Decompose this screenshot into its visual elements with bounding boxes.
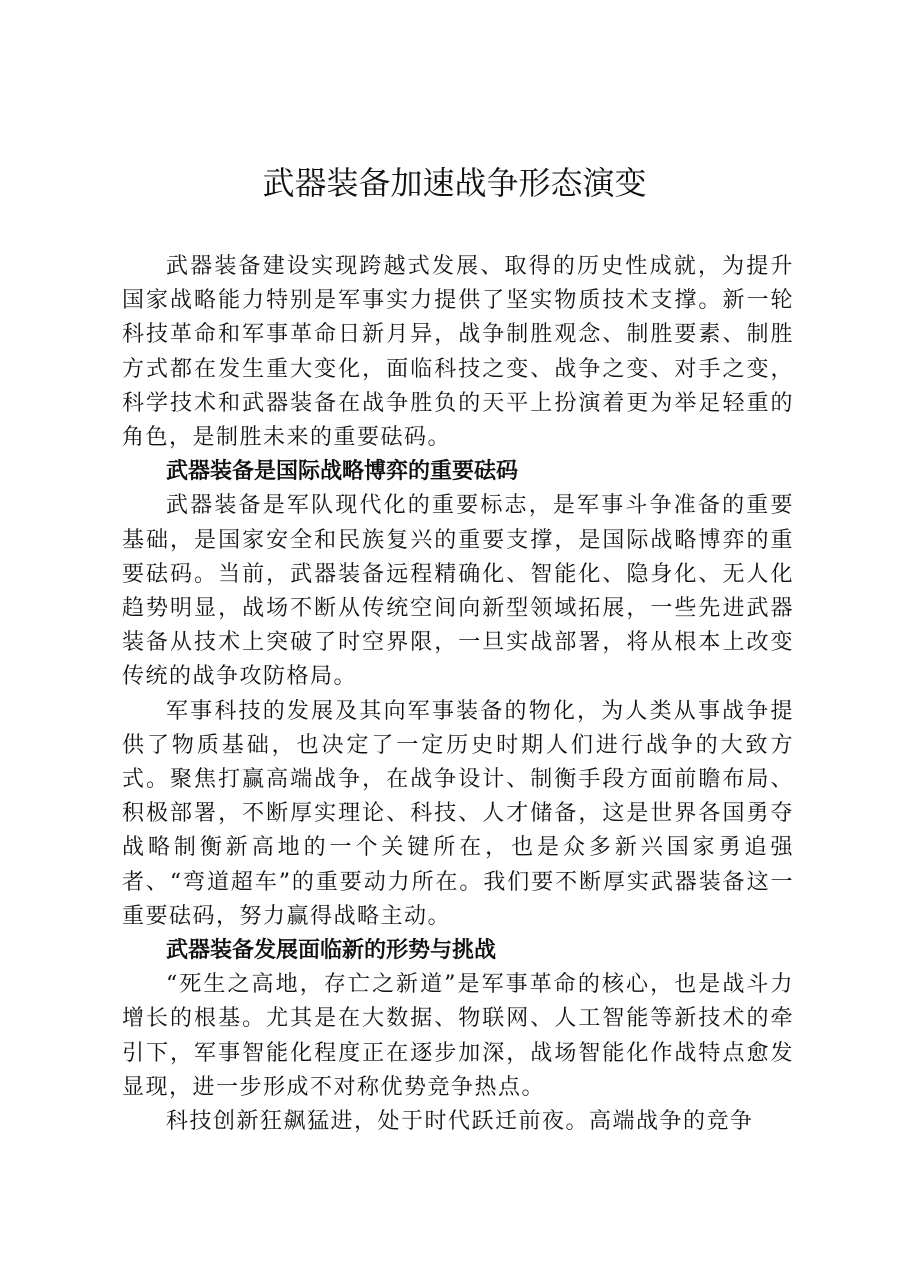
document-title: 武器装备加速战争形态演变 xyxy=(262,164,647,202)
paragraph-military-revolution: “死生之高地，存亡之新道”是军事革命的核心，也是战斗力增长的根基。尤其是在大数据、物联网、人工智能等新技术的牵引下，军事智能化程度正在逐步加深，战场智能化作战特点愈发显现，进一步形成不对称优势竞争热点。 xyxy=(122,972,794,1100)
paragraph-intro: 武器装备建设实现跨越式发展、取得的历史性成就，为提升国家战略能力特别是军事实力提供了坚实物质技术支撑。新一轮科技革命和军事革命日新月异，战争制胜观念、制胜要素、制胜方式都在发生重大变化，面临科技之变、战争之变、对手之变，科学技术和武器装备在战争胜负的天平上扮演着更为举足轻重的角色，是制胜未来的重要砝码。 xyxy=(122,254,794,451)
section-heading-strategic-weight: 武器装备是国际战略博弈的重要砝码 xyxy=(166,459,519,485)
paragraph-innovation: 科技创新狂飙猛进，处于时代跃迁前夜。高端战争的竞争 xyxy=(166,1109,754,1135)
paragraph-modernization: 武器装备是军队现代化的重要标志，是军事斗争准备的重要基础，是国家安全和民族复兴的重要支撑，是国际战略博弈的重要砝码。当前，武器装备远程精确化、智能化、隐身化、无人化趋势明显，战场不断从传统空间向新型领域拓展，一些先进武器装备从技术上突破了时空界限，一旦实战部署，将从根本上改变传统的战争攻防格局。 xyxy=(122,493,794,690)
document-body xyxy=(122,250,794,1139)
paragraph-military-technology: 军事科技的发展及其向军事装备的物化，为人类从事战争提供了物质基础，也决定了一定历史时期人们进行战争的大致方式。聚焦打赢高端战争，在战争设计、制衡手段方面前瞻布局、积极部署，不断厚实理论、科技、人才储备，这是世界各国勇夺战略制衡新高地的一个关键所在，也是众多新兴国家勇追强者、“弯道超车”的重要动力所在。我们要不断厚实武器装备这一重要砝码，努力赢得战略主动。 xyxy=(122,698,794,929)
section-heading-new-challenges: 武器装备发展面临新的形势与挑战 xyxy=(166,938,497,964)
